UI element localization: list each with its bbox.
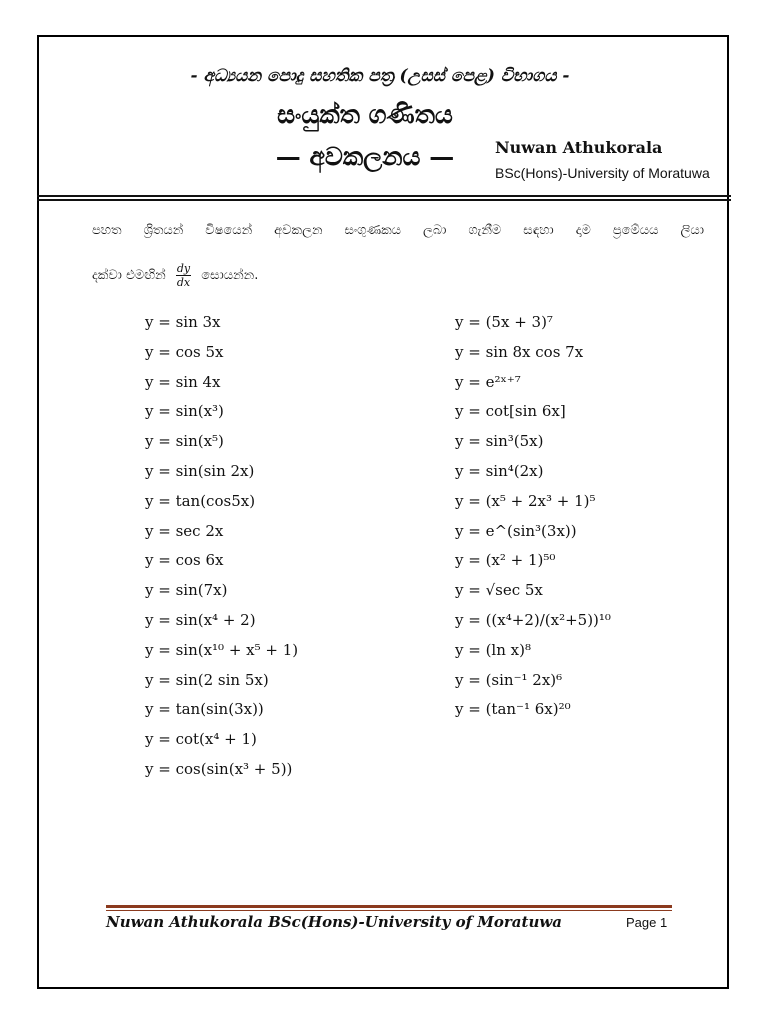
- equation-item: y = tan(cos5x): [145, 491, 256, 510]
- subject-title: සංයුක්ත ගණිතය: [277, 100, 453, 129]
- equation-item: y = tan(sin(3x)): [145, 700, 264, 719]
- equation-item: y = sin⁴(2x): [455, 461, 544, 480]
- equation-item: y = (x⁵ + 2x³ + 1)⁵: [455, 491, 596, 510]
- fraction-denominator: dx: [176, 276, 191, 289]
- equation-item: y = cos(sin(x³ + 5)): [145, 759, 293, 778]
- fraction-numerator: dy: [176, 262, 191, 275]
- page-number: Page 1: [626, 915, 668, 930]
- equation-item: y = sec 2x: [145, 521, 224, 540]
- header-divider-top: [37, 195, 731, 197]
- equation-item: y = sin(x⁴ + 2): [145, 610, 256, 629]
- equation-item: y = e²ˣ⁺⁷: [455, 372, 521, 391]
- equation-item: y = e^(sin³(3x)): [455, 521, 577, 540]
- equation-item: y = cos 6x: [145, 551, 224, 570]
- equation-item: y = (5x + 3)⁷: [455, 313, 553, 331]
- equation-item: y = sin 4x: [145, 372, 221, 391]
- equation-list-right: [455, 308, 611, 725]
- equation-item: y = sin(2 sin 5x): [145, 670, 269, 689]
- footer-rule-thin: [106, 910, 672, 911]
- equation-item: y = ((x⁴+2)/(x²+5))¹⁰: [455, 610, 611, 629]
- instruction-prefix: දක්වා එමඟින්: [92, 268, 166, 283]
- equation-item: y = cos 5x: [145, 342, 224, 361]
- equation-item: y = sin(x³): [145, 402, 224, 421]
- equation-item: y = sin 3x: [145, 313, 221, 331]
- topic-title: — අවකලනය —: [275, 142, 455, 171]
- author-name: Nuwan Athukorala: [495, 138, 663, 157]
- equation-item: y = √sec 5x: [455, 581, 543, 600]
- equation-item: y = sin(7x): [145, 581, 228, 600]
- equation-item: y = (tan⁻¹ 6x)²⁰: [455, 700, 571, 719]
- equation-item: y = sin(x⁵): [145, 432, 224, 451]
- footer-author: Nuwan Athukorala BSc(Hons)-University of Moratuwa: [106, 913, 562, 931]
- equation-item: y = cot(x⁴ + 1): [145, 730, 257, 749]
- equation-item: y = (ln x)⁸: [455, 640, 531, 659]
- equation-item: y = cot[sin 6x]: [455, 402, 566, 421]
- equation-item: y = sin³(5x): [455, 432, 544, 451]
- equation-item: y = (sin⁻¹ 2x)⁶: [455, 670, 563, 689]
- instruction-line2: [92, 262, 258, 289]
- instruction-suffix: සොයන්න.: [201, 268, 259, 283]
- instruction-line1: පහත ශ්‍රිතයන් විෂයෙන් අවකලන සංගුණකය ලබා ගැනීම සඳහා දාම ප්‍රමේයය ලියා: [92, 223, 704, 238]
- equation-item: y = (x² + 1)⁵⁰: [455, 551, 556, 570]
- author-credentials: BSc(Hons)-University of Moratuwa: [495, 165, 710, 181]
- derivative-fraction: [176, 262, 191, 289]
- exam-title: - අධ්‍යයන පොදු සහතික පත්‍ර (උසස් පෙළ) විභාගය -: [190, 66, 570, 86]
- footer-rule: [106, 905, 672, 908]
- equation-list-left: [145, 308, 298, 785]
- header-divider-bottom: [37, 199, 731, 201]
- equation-item: y = sin 8x cos 7x: [455, 342, 584, 361]
- equation-item: y = sin(sin 2x): [145, 461, 255, 480]
- equation-item: y = sin(x¹⁰ + x⁵ + 1): [145, 640, 299, 659]
